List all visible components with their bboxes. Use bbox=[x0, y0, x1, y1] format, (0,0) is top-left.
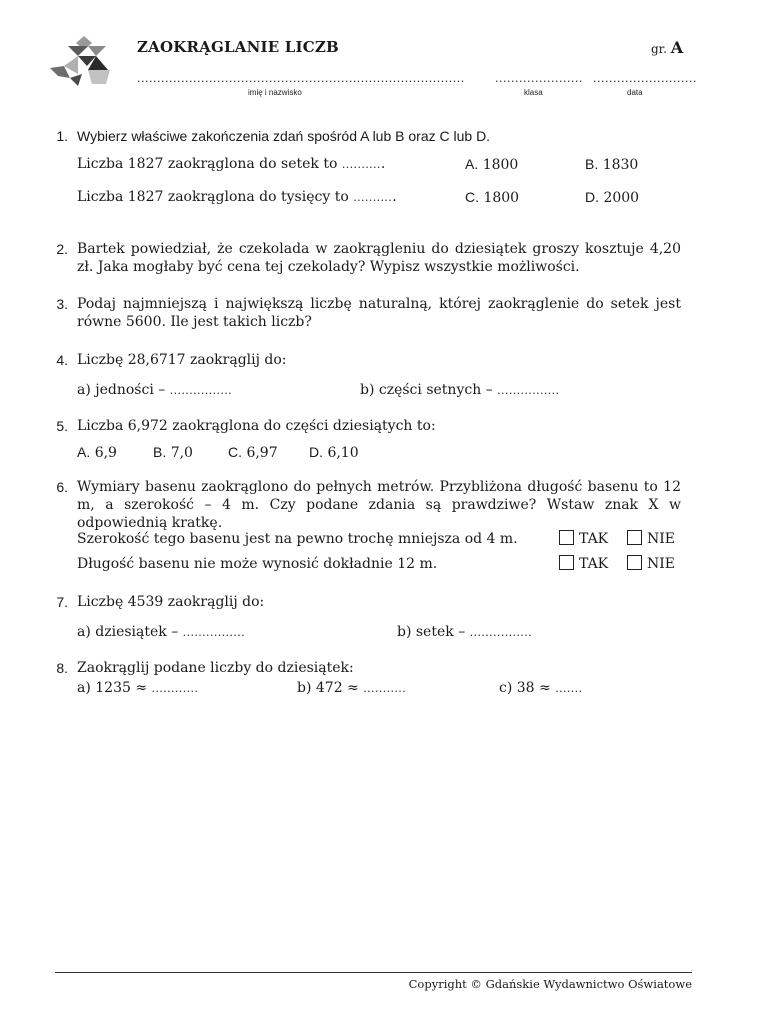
q1-option-c[interactable] bbox=[465, 188, 519, 207]
q6-s1-yes-label: TAK bbox=[579, 531, 609, 547]
footer-rule bbox=[55, 972, 692, 973]
q1-row1 bbox=[77, 155, 385, 174]
q4-part-a bbox=[77, 381, 232, 400]
group-label bbox=[651, 38, 683, 57]
q2-text: Bartek powiedział, że czekolada w zaokrągleniu do dziesiątek groszy kosztuje 4,20 zł. Jaka mogłaby być cena tej czekolady? Wypisz wszystkie możliwości. bbox=[77, 241, 681, 275]
publisher-logo bbox=[48, 34, 116, 88]
name-caption: imię i nazwisko bbox=[248, 88, 302, 97]
q6-s2-no[interactable] bbox=[627, 555, 675, 573]
group-prefix: gr. bbox=[651, 42, 667, 56]
q6-s1-no-checkbox[interactable] bbox=[627, 530, 642, 545]
q6-s1-no-label: NIE bbox=[647, 531, 675, 547]
q8-text: Zaokrąglij podane liczby do dziesiątek: bbox=[77, 660, 354, 676]
q5-option-c-value: 6,97 bbox=[246, 445, 278, 461]
q8-part-c-blank[interactable]: ....... bbox=[555, 682, 583, 695]
date-caption: data bbox=[627, 88, 643, 97]
q5-option-c[interactable] bbox=[228, 443, 278, 462]
q5-text: Liczba 6,972 zaokrąglona do części dziesiątych to: bbox=[77, 418, 436, 434]
q5-option-b[interactable] bbox=[153, 443, 193, 462]
q1-option-a-letter: A. bbox=[465, 156, 479, 172]
q1-number: 1. bbox=[56, 128, 68, 144]
q1-option-d[interactable] bbox=[585, 188, 639, 207]
q1-row2-end: . bbox=[392, 189, 397, 205]
q8-part-a-blank[interactable]: ............ bbox=[151, 682, 199, 695]
q1-option-d-letter: D. bbox=[585, 189, 599, 205]
q1-row2-text: Liczba 1827 zaokrąglona do tysięcy to bbox=[77, 189, 349, 205]
q7-part-a bbox=[77, 623, 245, 642]
q1-option-a-value: 1800 bbox=[482, 157, 519, 173]
q8-part-c-label: c) 38 ≈ bbox=[499, 680, 551, 696]
page-title: ZAOKRĄGLANIE LICZB bbox=[137, 38, 339, 56]
q6-text: Wymiary basenu zaokrąglono do pełnych metrów. Przybliżona długość basenu to 12 m, a szerokość – 4 m. Czy podane zdania są prawdziwe? Wstaw znak X w odpowiednią kratkę. bbox=[77, 479, 681, 531]
q2-number: 2. bbox=[56, 241, 68, 257]
q8-part-b-blank[interactable]: ........... bbox=[363, 682, 407, 695]
q1-option-c-value: 1800 bbox=[483, 190, 520, 206]
q4-part-b bbox=[360, 381, 559, 400]
q7-part-b-blank[interactable]: ................ bbox=[469, 626, 533, 639]
q8-part-b bbox=[297, 679, 406, 698]
q7-number: 7. bbox=[56, 594, 68, 610]
q4-part-b-label: b) części setnych – bbox=[360, 382, 493, 398]
q8-part-a-label: a) 1235 ≈ bbox=[77, 680, 148, 696]
q4-text: Liczbę 28,6717 zaokrąglij do: bbox=[77, 352, 287, 368]
q3-text: Podaj najmniejszą i największą liczbę naturalną, której zaokrąglenie do setek jest równe 5600. Ile jest takich liczb? bbox=[77, 296, 681, 330]
q1-option-b-letter: B. bbox=[585, 156, 599, 172]
class-field[interactable]: ...................... bbox=[495, 72, 583, 85]
q4-part-a-blank[interactable]: ................ bbox=[169, 384, 233, 397]
q1-row1-blank[interactable]: .......... bbox=[341, 158, 381, 171]
q6-s2-no-label: NIE bbox=[647, 556, 675, 572]
q1-option-b[interactable] bbox=[585, 155, 638, 174]
class-caption: klasa bbox=[524, 88, 543, 97]
q1-row2 bbox=[77, 188, 397, 207]
q6-statement-2: Długość basenu nie może wynosić dokładnie 12 m. bbox=[77, 556, 438, 572]
q8-number: 8. bbox=[56, 660, 68, 676]
q4-part-a-label: a) jedności – bbox=[77, 382, 166, 398]
q5-option-a-letter: A. bbox=[77, 444, 91, 460]
q1-row1-text: Liczba 1827 zaokrąglona do setek to bbox=[77, 156, 338, 172]
q7-part-b-label: b) setek – bbox=[397, 624, 466, 640]
group-letter: A bbox=[670, 38, 684, 57]
q5-option-a-value: 6,9 bbox=[94, 445, 117, 461]
name-field[interactable]: .................................................................................. bbox=[137, 72, 465, 85]
q8-part-c bbox=[499, 679, 582, 698]
footer-copyright: Copyright © Gdańskie Wydawnictwo Oświatowe bbox=[408, 977, 692, 991]
q6-number: 6. bbox=[56, 479, 68, 495]
q6-s1-yes[interactable] bbox=[559, 530, 608, 548]
q6-s1-no[interactable] bbox=[627, 530, 675, 548]
q6-s2-yes[interactable] bbox=[559, 555, 608, 573]
q5-option-d-letter: D. bbox=[309, 444, 323, 460]
q1-row2-blank[interactable]: .......... bbox=[353, 191, 393, 204]
q1-row1-end: . bbox=[380, 156, 386, 172]
q5-option-d-value: 6,10 bbox=[327, 445, 359, 461]
q1-option-d-value: 2000 bbox=[603, 190, 640, 206]
q7-part-a-label: a) dziesiątek – bbox=[77, 624, 179, 640]
q1-text: Wybierz właściwe zakończenia zdań spośród A lub B oraz C lub D. bbox=[77, 128, 491, 144]
q5-option-d[interactable] bbox=[309, 443, 359, 462]
q7-part-a-blank[interactable]: ................ bbox=[182, 626, 246, 639]
date-field[interactable]: .......................... bbox=[593, 72, 697, 85]
q3-number: 3. bbox=[56, 296, 68, 312]
q5-option-c-letter: C. bbox=[228, 444, 242, 460]
q5-option-b-value: 7,0 bbox=[170, 445, 193, 461]
q1-option-a[interactable] bbox=[465, 155, 518, 174]
q8-part-b-label: b) 472 ≈ bbox=[297, 680, 359, 696]
q4-number: 4. bbox=[56, 352, 68, 368]
q7-part-b bbox=[397, 623, 532, 642]
q6-s1-yes-checkbox[interactable] bbox=[559, 530, 574, 545]
q8-part-a bbox=[77, 679, 198, 698]
q5-number: 5. bbox=[56, 418, 68, 434]
q1-option-b-value: 1830 bbox=[602, 157, 639, 173]
q6-statement-1: Szerokość tego basenu jest na pewno trochę mniejsza od 4 m. bbox=[77, 531, 518, 547]
q6-s2-no-checkbox[interactable] bbox=[627, 555, 642, 570]
q5-option-b-letter: B. bbox=[153, 444, 167, 460]
q5-option-a[interactable] bbox=[77, 443, 117, 462]
q4-part-b-blank[interactable]: ................ bbox=[497, 384, 560, 397]
q6-s2-yes-label: TAK bbox=[579, 556, 609, 572]
q6-s2-yes-checkbox[interactable] bbox=[559, 555, 574, 570]
q7-text: Liczbę 4539 zaokrąglij do: bbox=[77, 594, 265, 610]
q1-option-c-letter: C. bbox=[465, 189, 479, 205]
